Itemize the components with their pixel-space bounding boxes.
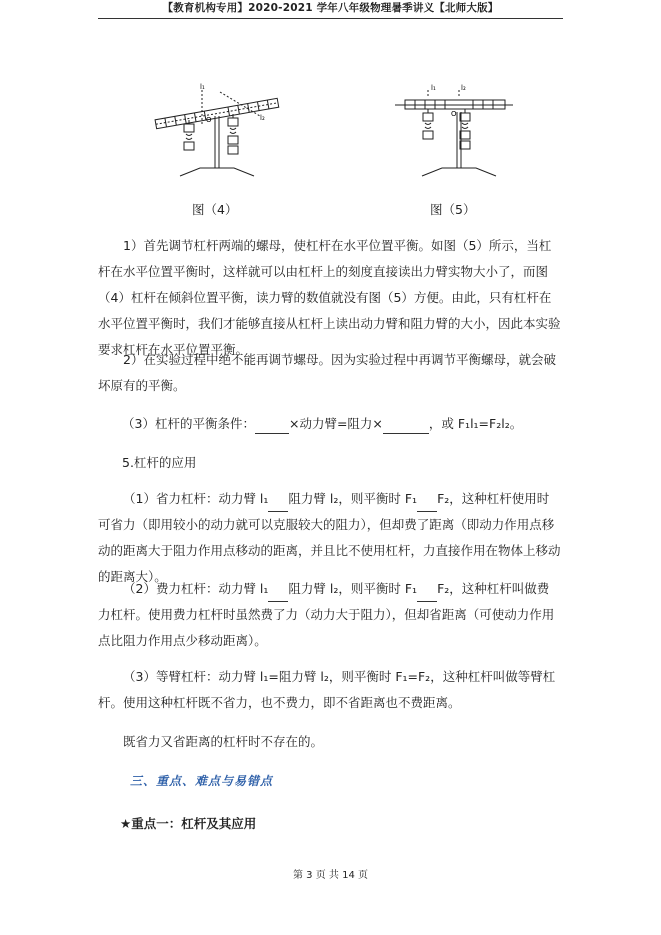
section-title: 三、重点、难点与易错点 bbox=[130, 774, 274, 788]
force-saving-text-b: 阻力臂 l₂，则平衡时 F₁ bbox=[288, 491, 418, 506]
balance-condition-text-c: ，或 F₁l₁=F₂l₂。 bbox=[428, 416, 523, 431]
force-costing-text-c: F₂，这种杠杆叫做费力杠杆。使用费力杠杆时虽然费了力（动力大于阻力），但却省距离（可使动力作用点比阻力作用点少移动距离）。 bbox=[98, 581, 555, 648]
balance-condition-text-b: ×动力臂=阻力× bbox=[288, 416, 383, 431]
fig5-label-o: O bbox=[451, 110, 457, 118]
force-saving-text-c: F₂，这种杠杆使用时可省力（即用较小的动力就可以克服较大的阻力），但却费了距离（即动力作用点移动的距离大于阻力作用点移动的距离，并且比不使用杠杆，力直接作用在物体上移动的距离大）。 bbox=[98, 491, 561, 584]
force-saving-text-a: （1）省力杠杆：动力臂 l₁ bbox=[123, 491, 269, 506]
paragraph-equal-arm-lever: （3）等臂杠杆：动力臂 l₁=阻力臂 l₂，则平衡时 F₁=F₂，这种杠杆叫做等臂杠杆。使用这种杠杆既不省力，也不费力，即不省距离也不费距离。 bbox=[98, 669, 556, 710]
fig4-label-l2: l₂ bbox=[260, 114, 265, 122]
balance-condition-text-a: （3）杠杆的平衡条件： bbox=[122, 416, 255, 431]
page-footer: 第 3 页 共 14 页 bbox=[293, 870, 368, 881]
fig4-label-o: O bbox=[206, 116, 212, 124]
paragraph-force-saving-lever bbox=[98, 486, 561, 590]
blank-3 bbox=[268, 497, 288, 512]
paragraph-no-readjust: 2）在实验过程中绝不能再调节螺母。因为实验过程中再调节平衡螺母，就会破坏原有的平衡。 bbox=[98, 352, 556, 393]
force-costing-text-b: 阻力臂 l₂，则平衡时 F₁ bbox=[288, 581, 418, 596]
force-costing-text-a: （2）费力杠杆：动力臂 l₁ bbox=[123, 581, 269, 596]
figure-5 bbox=[395, 80, 515, 185]
blank-6 bbox=[417, 587, 437, 602]
fig5-label-l1: l₁ bbox=[431, 84, 436, 92]
figure-4 bbox=[150, 80, 285, 185]
blank-2 bbox=[383, 419, 429, 434]
blank-4 bbox=[417, 497, 437, 512]
paragraph-adjust-nut: 1）首先调节杠杆两端的螺母，使杠杆在水平位置平衡。如图（5）所示，当杠杆在水平位置平衡时，这样就可以由杠杆上的刻度直接读出力臂实物大小了，而图（4）杠杆在倾斜位置平衡，读力臂的数值就没有图（5）方便。由此，只有杠杆在水平位置平衡时，我们才能够直接从杠杆上读出动力臂和阻力臂的大小，因此本实验要求杠杆在水平位置平衡。 bbox=[98, 238, 561, 357]
page-header: 【教育机构专用】2020-2021 学年八年级物理暑季讲义【北师大版】 bbox=[98, 2, 563, 19]
figure-4-caption: 图（4） bbox=[192, 202, 238, 217]
paragraph-balance-condition bbox=[122, 414, 522, 434]
focus-title: ★重点一：杠杆及其应用 bbox=[120, 816, 257, 831]
paragraph-lever-application: 5.杠杆的应用 bbox=[122, 455, 197, 470]
figure-5-caption: 图（5） bbox=[430, 202, 476, 217]
fig4-label-l1: l₁ bbox=[200, 83, 205, 91]
fig5-label-l2: l₂ bbox=[461, 84, 466, 92]
paragraph-conclusion: 既省力又省距离的杠杆时不存在的。 bbox=[123, 734, 324, 749]
blank-1 bbox=[255, 419, 289, 434]
paragraph-force-costing-lever bbox=[98, 576, 561, 654]
blank-5 bbox=[268, 587, 288, 602]
